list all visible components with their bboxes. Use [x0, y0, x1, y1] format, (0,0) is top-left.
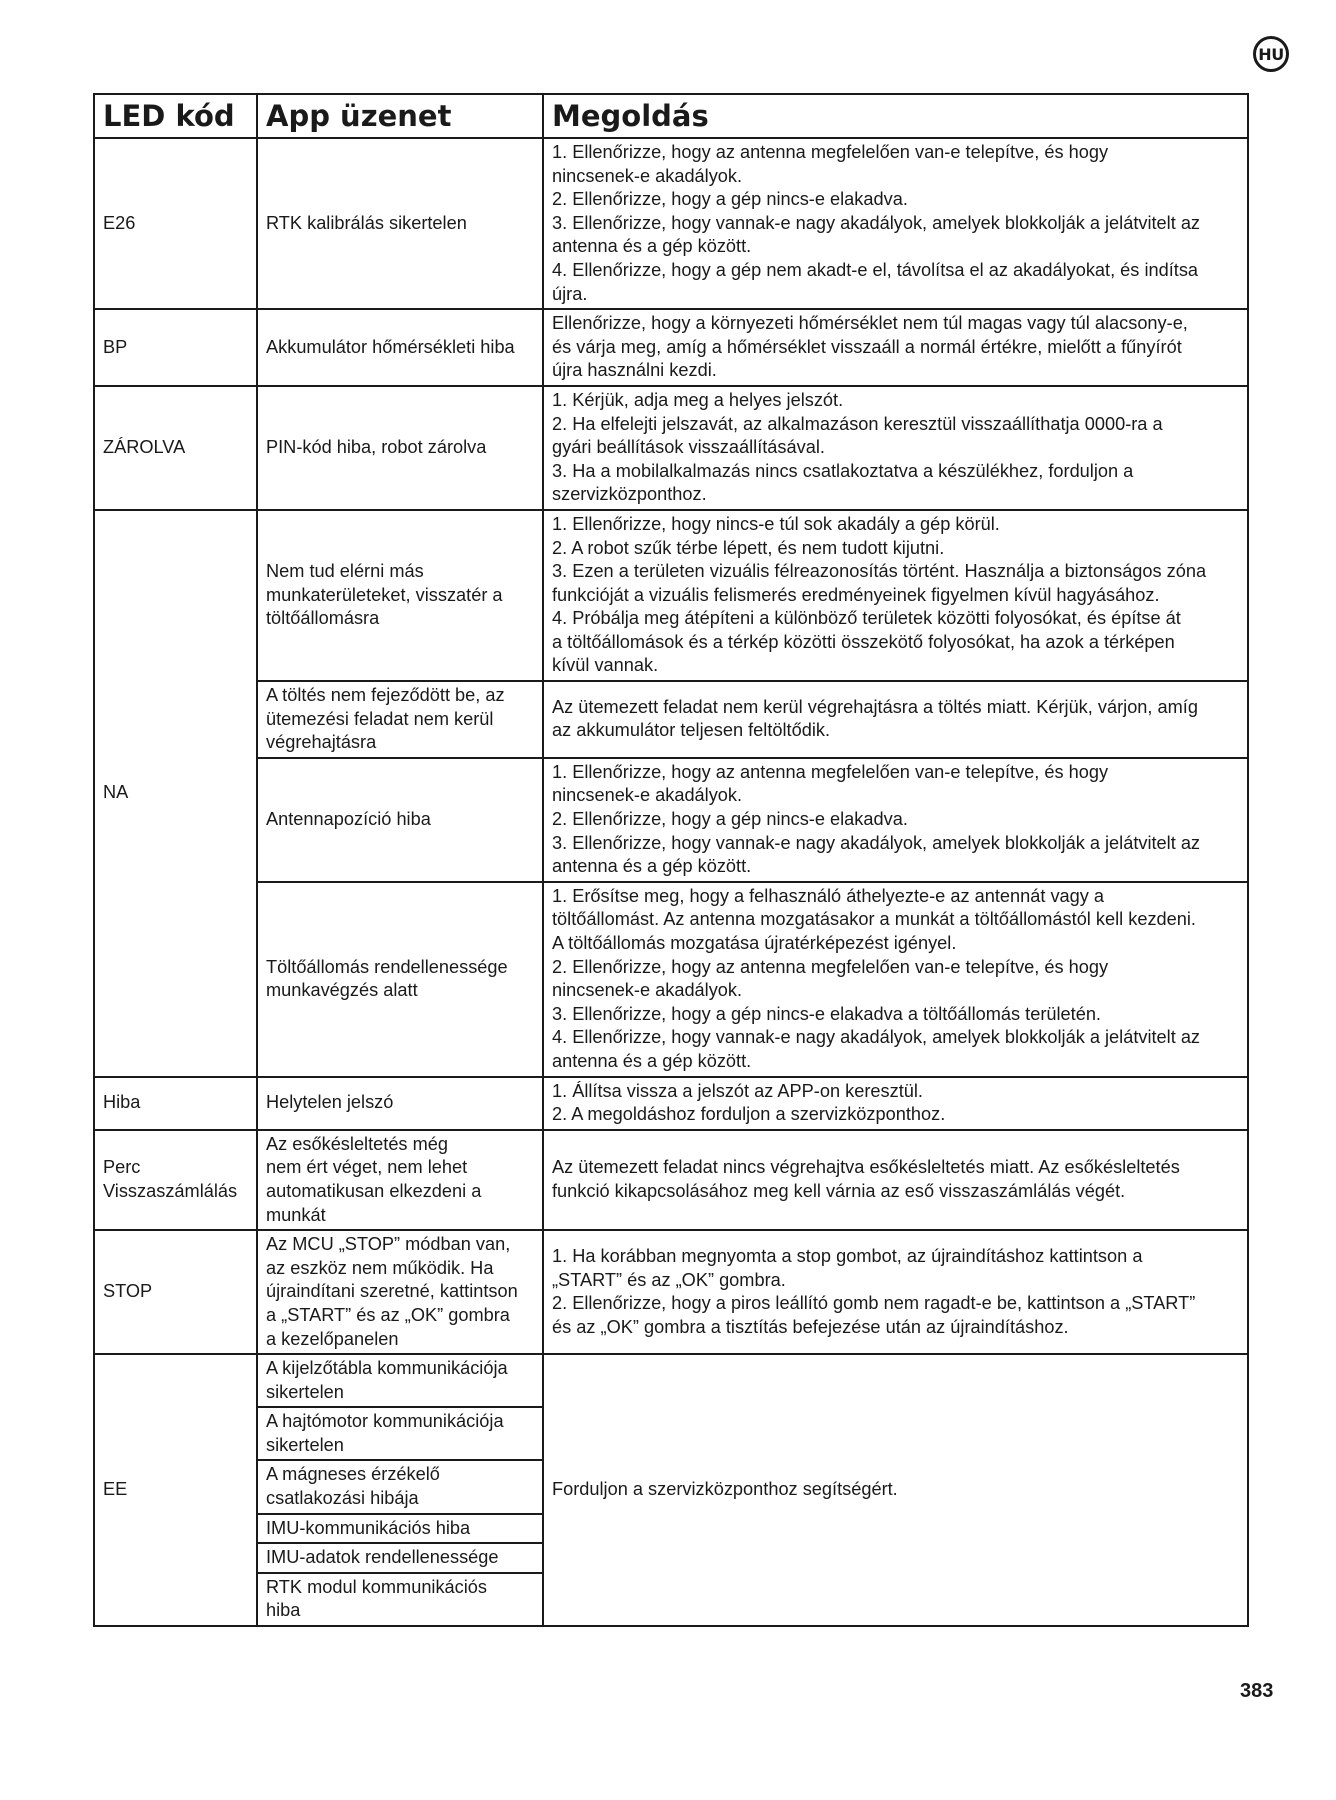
solution-cell: Az ütemezett feladat nem kerül végrehajtásra a töltés miatt. Kérjük, várjon, amíg az akkumulátor teljesen feltöltődik. [543, 681, 1248, 758]
led-code-cell: Hiba [94, 1077, 257, 1130]
app-message-cell: RTK kalibrálás sikertelen [257, 138, 543, 309]
table-row [94, 1230, 1248, 1354]
solution-cell: Ellenőrizze, hogy a környezeti hőmérséklet nem túl magas vagy túl alacsony-e, és várja meg, amíg a hőmérséklet visszaáll a normál értékre, mielőtt a fűnyírót újra használni kezdi. [543, 309, 1248, 386]
app-message-cell: PIN-kód hiba, robot zárolva [257, 386, 543, 510]
table-row [94, 138, 1248, 309]
solution-cell: 1. Kérjük, adja meg a helyes jelszót. 2. Ha elfelejti jelszavát, az alkalmazáson keresztül visszaállíthatja 0000-ra a gyári beállítások visszaállításával. 3. Ha a mobilalkalmazás nincs csatlakoztatva a készülékhez, forduljon a szervizközponthoz. [543, 386, 1248, 510]
app-message-cell: A töltés nem fejeződött be, az ütemezési feladat nem kerül végrehajtásra [257, 681, 543, 758]
table-row [94, 681, 1248, 758]
led-code-cell: NA [94, 510, 257, 1077]
table-row [94, 882, 1248, 1077]
app-message-cell: A mágneses érzékelő csatlakozási hibája [257, 1460, 543, 1513]
app-message-cell: A hajtómotor kommunikációja sikertelen [257, 1407, 543, 1460]
table-header-row [94, 94, 1248, 138]
led-code-cell: E26 [94, 138, 257, 309]
app-message-cell: Akkumulátor hőmérsékleti hiba [257, 309, 543, 386]
app-message-cell: Töltőállomás rendellenessége munkavégzés alatt [257, 882, 543, 1077]
header-app-message: App üzenet [257, 94, 543, 138]
led-code-cell: ZÁROLVA [94, 386, 257, 510]
app-message-cell: Nem tud elérni más munkaterületeket, visszatér a töltőállomásra [257, 510, 543, 681]
app-message-cell: Az MCU „STOP” módban van, az eszköz nem működik. Ha újraindítani szeretné, kattintson a „START” és az „OK” gombra a kezelőpanelen [257, 1230, 543, 1354]
solution-cell: 1. Erősítse meg, hogy a felhasználó áthelyezte-e az antennát vagy a töltőállomást. Az antenna mozgatásakor a munkát a töltőállomástól kell kezdeni. A töltőállomás mozgatása újratérképezést igényel. 2. Ellenőrizze, hogy az antenna megfelelően van-e telepítve, és hogy nincsenek-e akadályok. 3. Ellenőrizze, hogy a gép nincs-e elakadva a töltőállomás területén. 4. Ellenőrizze, hogy vannak-e nagy akadályok, amelyek blokkolják a jelátvitelt az antenna és a gép között. [543, 882, 1248, 1077]
header-solution: Megoldás [543, 94, 1248, 138]
solution-cell: Forduljon a szervizközponthoz segítségért. [543, 1354, 1248, 1626]
table-row [94, 510, 1248, 681]
table-row [94, 758, 1248, 882]
led-code-cell: Perc Visszaszámlálás [94, 1130, 257, 1230]
app-message-cell: Antennapozíció hiba [257, 758, 543, 882]
led-code-cell: BP [94, 309, 257, 386]
language-badge-hu: HU [1253, 36, 1289, 72]
solution-cell: 1. Ha korábban megnyomta a stop gombot, az újraindításhoz kattintson a „START” és az „OK” gombra. 2. Ellenőrizze, hogy a piros leállító gomb nem ragadt-e be, kattintson a „START” és az „OK” gombra a tisztítás befejezése után az újraindításhoz. [543, 1230, 1248, 1354]
header-led-code: LED kód [94, 94, 257, 138]
page-number: 383 [1240, 1680, 1274, 1702]
table-row [94, 1077, 1248, 1130]
table-row [94, 309, 1248, 386]
app-message-cell: Helytelen jelszó [257, 1077, 543, 1130]
error-code-table [93, 93, 1249, 1627]
app-message-cell: Az esőkésleltetés még nem ért véget, nem lehet automatikusan elkezdeni a munkát [257, 1130, 543, 1230]
solution-cell: Az ütemezett feladat nincs végrehajtva esőkésleltetés miatt. Az esőkésleltetés funkció kikapcsolásához meg kell várnia az eső visszaszámlálás végét. [543, 1130, 1248, 1230]
app-message-cell: A kijelzőtábla kommunikációja sikertelen [257, 1354, 543, 1407]
led-code-cell: STOP [94, 1230, 257, 1354]
solution-cell: 1. Ellenőrizze, hogy az antenna megfelelően van-e telepítve, és hogy nincsenek-e akadályok. 2. Ellenőrizze, hogy a gép nincs-e elakadva. 3. Ellenőrizze, hogy vannak-e nagy akadályok, amelyek blokkolják a jelátvitelt az antenna és a gép között. [543, 758, 1248, 882]
table-row [94, 1130, 1248, 1230]
solution-cell: 1. Ellenőrizze, hogy nincs-e túl sok akadály a gép körül. 2. A robot szűk térbe lépett, és nem tudott kijutni. 3. Ezen a területen vizuális félreazonosítás történt. Használja a biztonságos zóna funkcióját a vizuális felismerés eredményeinek figyelmen kívül hagyásához. 4. Próbálja meg átépíteni a különböző területek közötti folyosókat, és építse át a töltőállomások és a térkép közötti összekötő folyosókat, ha azok a térképen kívül vannak. [543, 510, 1248, 681]
solution-cell: 1. Állítsa vissza a jelszót az APP-on keresztül. 2. A megoldáshoz forduljon a szervizközponthoz. [543, 1077, 1248, 1130]
app-message-cell: IMU-kommunikációs hiba [257, 1514, 543, 1544]
app-message-cell: IMU-adatok rendellenessége [257, 1543, 543, 1573]
table-row [94, 386, 1248, 510]
solution-cell: 1. Ellenőrizze, hogy az antenna megfelelően van-e telepítve, és hogy nincsenek-e akadályok. 2. Ellenőrizze, hogy a gép nincs-e elakadva. 3. Ellenőrizze, hogy vannak-e nagy akadályok, amelyek blokkolják a jelátvitelt az antenna és a gép között. 4. Ellenőrizze, hogy a gép nem akadt-e el, távolítsa el az akadályokat, és indítsa újra. [543, 138, 1248, 309]
table-row [94, 1354, 1248, 1407]
app-message-cell: RTK modul kommunikációs hiba [257, 1573, 543, 1626]
led-code-cell: EE [94, 1354, 257, 1626]
